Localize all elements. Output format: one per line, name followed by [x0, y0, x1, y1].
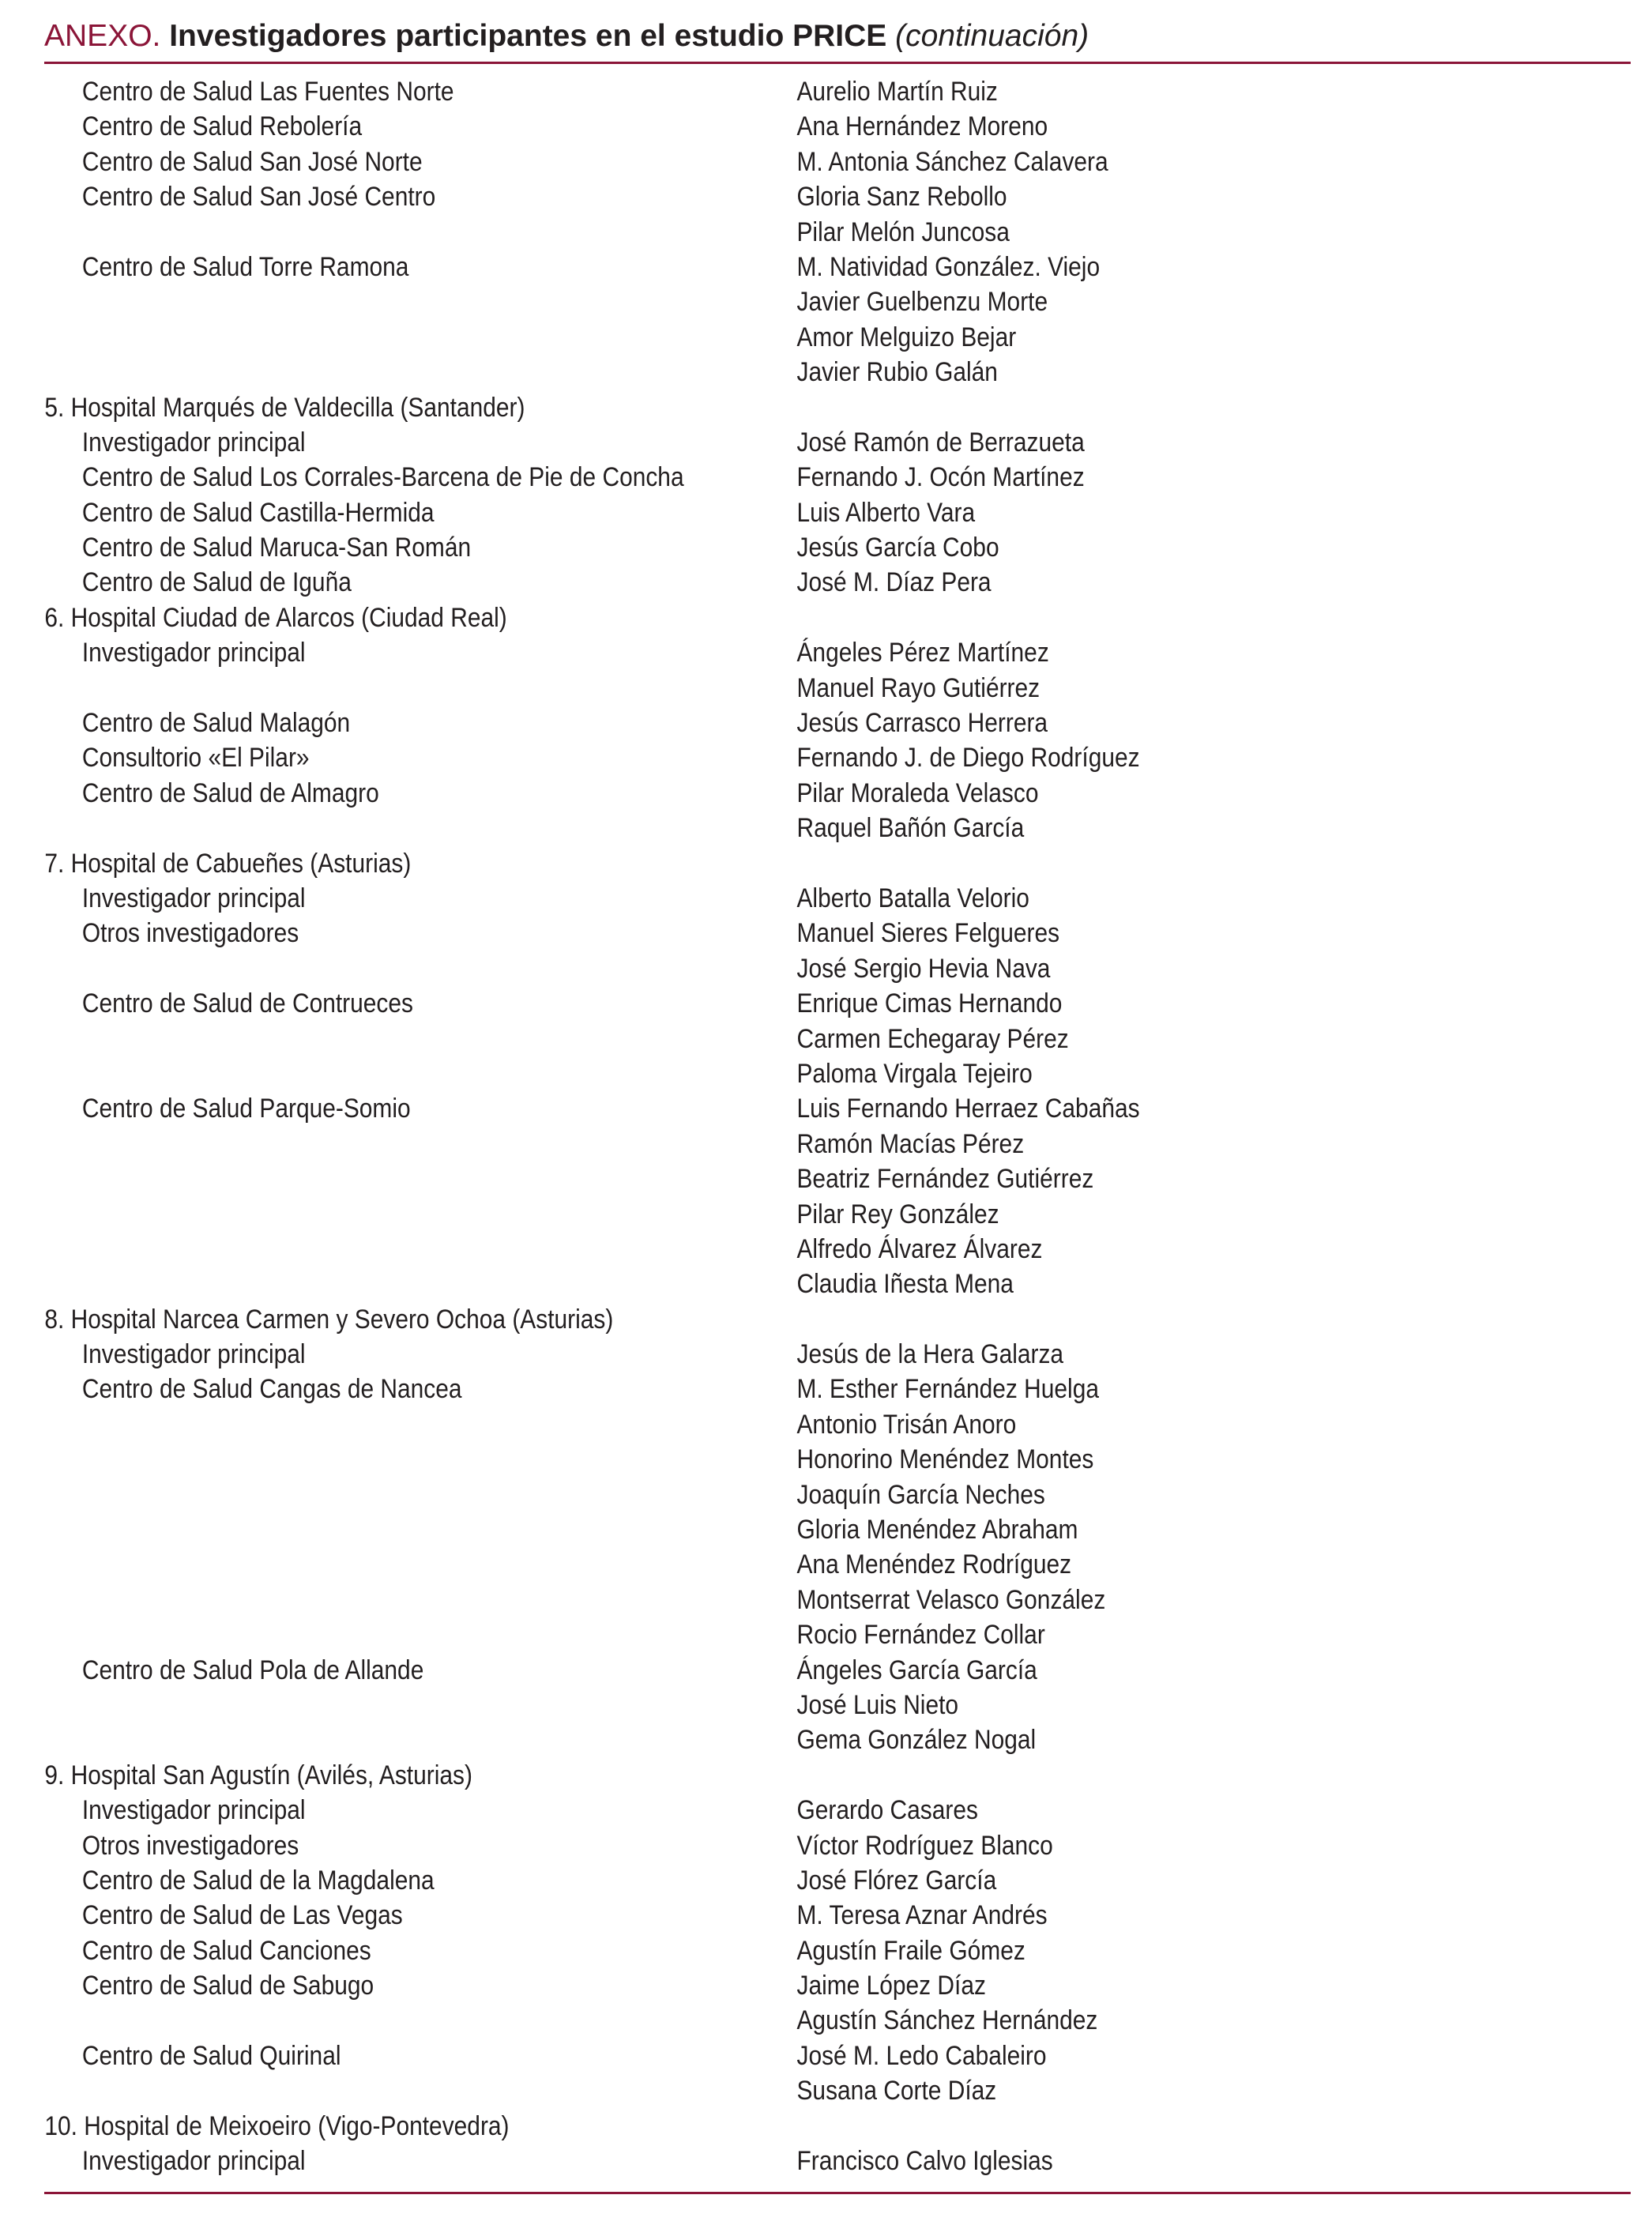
- table-row: [0, 1688, 1454, 1722]
- center-label: Investigador principal: [81, 638, 306, 668]
- table-row: [0, 1232, 1454, 1267]
- investigator-name: Beatriz Fernández Gutiérrez: [796, 1164, 1094, 1195]
- investigator-name: Gloria Sanz Rebollo: [796, 182, 1007, 213]
- center-label: Consultorio «El Pilar»: [81, 743, 310, 774]
- table-row: [0, 1372, 1454, 1406]
- center-label: Investigador principal: [81, 1339, 306, 1370]
- table-row: [0, 2039, 1454, 2073]
- center-label: Centro de Salud Los Corrales-Barcena de Pie de Concha: [81, 462, 684, 493]
- investigator-table: [0, 74, 1652, 2178]
- investigator-name: Alberto Batalla Velorio: [796, 883, 1029, 913]
- investigator-name: Pilar Melón Juncosa: [796, 216, 1010, 247]
- table-row: [0, 1968, 1454, 2003]
- hospital-heading: 7. Hospital de Cabueñes (Asturias): [44, 848, 412, 879]
- investigator-name: Carmen Echegaray Pérez: [796, 1023, 1069, 1054]
- table-row: [0, 1863, 1454, 1898]
- investigator-name: Manuel Sieres Felgueres: [796, 918, 1060, 949]
- table-row: [0, 1653, 1454, 1688]
- investigator-name: M. Natividad González. Viejo: [796, 251, 1101, 282]
- table-row: [0, 1267, 1454, 1301]
- investigator-name: Javier Rubio Galán: [796, 357, 998, 388]
- table-row: [0, 1478, 1454, 1512]
- center-label: Centro de Salud de Almagro: [81, 777, 379, 808]
- table-row: [0, 390, 1454, 425]
- top-divider: [44, 62, 1631, 64]
- center-label: Centro de Salud Parque-Somio: [81, 1094, 411, 1124]
- investigator-name: Jesús García Cobo: [796, 533, 999, 563]
- table-row: [0, 109, 1454, 144]
- investigator-name: Rocio Fernández Collar: [796, 1620, 1045, 1651]
- center-label: Investigador principal: [81, 1795, 306, 1826]
- investigator-name: Ángeles García García: [796, 1655, 1037, 1685]
- table-row: [0, 1302, 1454, 1337]
- investigator-name: Claudia Iñesta Mena: [796, 1269, 1014, 1300]
- table-row: [0, 600, 1454, 635]
- table-row: [0, 1337, 1454, 1372]
- center-label: Centro de Salud Torre Ramona: [81, 251, 409, 282]
- center-label: Centro de Salud de la Magdalena: [81, 1865, 435, 1896]
- investigator-name: Amor Melguizo Bejar: [796, 322, 1017, 352]
- investigator-name: M. Teresa Aznar Andrés: [796, 1900, 1048, 1931]
- investigator-name: Enrique Cimas Hernando: [796, 988, 1063, 1019]
- center-label: Otros investigadores: [81, 918, 299, 949]
- annex-header: [44, 14, 1089, 58]
- table-row: [0, 355, 1454, 390]
- investigator-name: Luis Alberto Vara: [796, 497, 976, 528]
- table-row: [0, 1617, 1454, 1652]
- investigator-name: Francisco Calvo Iglesias: [796, 2146, 1053, 2177]
- center-label: Investigador principal: [81, 427, 306, 457]
- investigator-name: Susana Corte Díaz: [796, 2076, 997, 2106]
- center-label: Centro de Salud de Contrueces: [81, 988, 413, 1019]
- hospital-heading: 9. Hospital San Agustín (Avilés, Asturias): [44, 1760, 472, 1790]
- investigator-name: José M. Ledo Cabaleiro: [796, 2040, 1047, 2071]
- table-row: [0, 1127, 1454, 1161]
- investigator-name: Ana Hernández Moreno: [796, 111, 1048, 142]
- table-row: [0, 951, 1454, 986]
- investigator-name: Montserrat Velasco González: [796, 1584, 1106, 1615]
- table-row: [0, 1758, 1454, 1793]
- table-row: [0, 284, 1454, 319]
- bottom-divider: [44, 2192, 1631, 2194]
- annex-title: Investigadores participantes en el estudio PRICE: [169, 19, 887, 53]
- table-row: [0, 74, 1454, 109]
- investigator-name: Honorino Menéndez Montes: [796, 1444, 1094, 1475]
- center-label: Centro de Salud San José Norte: [81, 146, 423, 177]
- table-row: [0, 706, 1454, 740]
- hospital-heading: 8. Hospital Narcea Carmen y Severo Ochoa (Asturias): [44, 1304, 614, 1335]
- investigator-name: Gerardo Casares: [796, 1795, 978, 1826]
- table-row: [0, 2144, 1454, 2178]
- center-label: Centro de Salud San José Centro: [81, 182, 436, 213]
- investigator-name: Fernando J. de Diego Rodríguez: [796, 743, 1140, 774]
- table-row: [0, 2003, 1454, 2038]
- center-label: Centro de Salud Pola de Allande: [81, 1655, 424, 1685]
- investigator-name: Alfredo Álvarez Álvarez: [796, 1233, 1043, 1264]
- investigator-name: Jesús Carrasco Herrera: [796, 708, 1048, 739]
- table-row: [0, 811, 1454, 845]
- investigator-name: Ángeles Pérez Martínez: [796, 638, 1049, 668]
- center-label: Investigador principal: [81, 883, 306, 913]
- table-row: [0, 1583, 1454, 1617]
- table-row: [0, 1512, 1454, 1547]
- center-label: Centro de Salud de Las Vegas: [81, 1900, 403, 1931]
- investigator-name: Ramón Macías Pérez: [796, 1128, 1025, 1159]
- investigator-name: Gema González Nogal: [796, 1725, 1037, 1756]
- table-row: [0, 671, 1454, 706]
- center-label: Centro de Salud de Iguña: [81, 567, 352, 598]
- investigator-name: Pilar Moraleda Velasco: [796, 777, 1039, 808]
- investigator-name: José Flórez García: [796, 1865, 997, 1896]
- hospital-heading: 5. Hospital Marqués de Valdecilla (Santander): [44, 392, 525, 423]
- center-label: Centro de Salud Castilla-Hermida: [81, 497, 435, 528]
- investigator-name: Jesús de la Hera Galarza: [796, 1339, 1064, 1370]
- center-label: Centro de Salud Rebolería: [81, 111, 363, 142]
- table-row: [0, 846, 1454, 881]
- table-row: [0, 1197, 1454, 1232]
- table-row: [0, 565, 1454, 600]
- table-row: [0, 2109, 1454, 2144]
- table-row: [0, 1898, 1454, 1933]
- investigator-name: Pilar Rey González: [796, 1199, 999, 1229]
- investigator-name: Antonio Trisán Anoro: [796, 1409, 1017, 1440]
- table-row: [0, 1161, 1454, 1196]
- investigator-name: Gloria Menéndez Abraham: [796, 1515, 1078, 1545]
- table-row: [0, 320, 1454, 355]
- investigator-name: José Ramón de Berrazueta: [796, 427, 1085, 457]
- center-label: Centro de Salud Malagón: [81, 708, 351, 739]
- hospital-heading: 10. Hospital de Meixoeiro (Vigo-Pontevedra): [44, 2110, 510, 2141]
- table-row: [0, 1828, 1454, 1863]
- table-row: [0, 1056, 1454, 1091]
- table-row: [0, 495, 1454, 530]
- investigator-name: Ana Menéndez Rodríguez: [796, 1549, 1072, 1580]
- investigator-name: José M. Díaz Pera: [796, 567, 992, 598]
- center-label: Centro de Salud Cangas de Nancea: [81, 1374, 462, 1405]
- center-label: Centro de Salud Las Fuentes Norte: [81, 77, 454, 107]
- table-row: [0, 530, 1454, 565]
- table-row: [0, 1407, 1454, 1442]
- investigator-name: Paloma Virgala Tejeiro: [796, 1058, 1033, 1089]
- table-row: [0, 460, 1454, 495]
- table-row: [0, 1022, 1454, 1056]
- investigator-name: Raquel Bañón García: [796, 813, 1025, 844]
- table-row: [0, 1547, 1454, 1582]
- table-row: [0, 1091, 1454, 1126]
- center-label: Otros investigadores: [81, 1830, 299, 1861]
- investigator-name: Manuel Rayo Gutiérrez: [796, 672, 1040, 703]
- investigator-name: M. Esther Fernández Huelga: [796, 1374, 1099, 1405]
- table-row: [0, 986, 1454, 1021]
- table-row: [0, 425, 1454, 460]
- annex-label: ANEXO.: [44, 19, 161, 53]
- table-row: [0, 1933, 1454, 1968]
- center-label: Centro de Salud de Sabugo: [81, 1971, 374, 2001]
- table-row: [0, 2073, 1454, 2108]
- center-label: Investigador principal: [81, 2146, 306, 2177]
- investigator-name: Javier Guelbenzu Morte: [796, 287, 1048, 318]
- table-row: [0, 145, 1454, 179]
- investigator-name: Jaime López Díaz: [796, 1971, 986, 2001]
- investigator-name: José Sergio Hevia Nava: [796, 953, 1051, 984]
- center-label: Centro de Salud Canciones: [81, 1935, 371, 1966]
- table-row: [0, 635, 1454, 670]
- table-row: [0, 1722, 1454, 1757]
- investigator-name: Víctor Rodríguez Blanco: [796, 1830, 1053, 1861]
- investigator-name: Agustín Sánchez Hernández: [796, 2005, 1098, 2036]
- table-row: [0, 215, 1454, 250]
- table-row: [0, 916, 1454, 951]
- investigator-name: Luis Fernando Herraez Cabañas: [796, 1094, 1140, 1124]
- investigator-name: Agustín Fraile Gómez: [796, 1935, 1025, 1966]
- investigator-name: Aurelio Martín Ruiz: [796, 77, 998, 107]
- table-row: [0, 776, 1454, 811]
- table-row: [0, 179, 1454, 214]
- investigator-name: M. Antonia Sánchez Calavera: [796, 146, 1108, 177]
- investigator-name: Fernando J. Ocón Martínez: [796, 462, 1085, 493]
- annex-continuation: (continuación): [895, 19, 1089, 53]
- table-row: [0, 1793, 1454, 1828]
- investigator-name: José Luis Nieto: [796, 1689, 959, 1720]
- table-row: [0, 1442, 1454, 1477]
- table-row: [0, 881, 1454, 916]
- center-label: Centro de Salud Quirinal: [81, 2040, 341, 2071]
- table-row: [0, 740, 1454, 775]
- investigator-name: Joaquín García Neches: [796, 1479, 1045, 1510]
- hospital-heading: 6. Hospital Ciudad de Alarcos (Ciudad Real): [44, 602, 507, 633]
- table-row: [0, 250, 1454, 284]
- center-label: Centro de Salud Maruca-San Román: [81, 533, 472, 563]
